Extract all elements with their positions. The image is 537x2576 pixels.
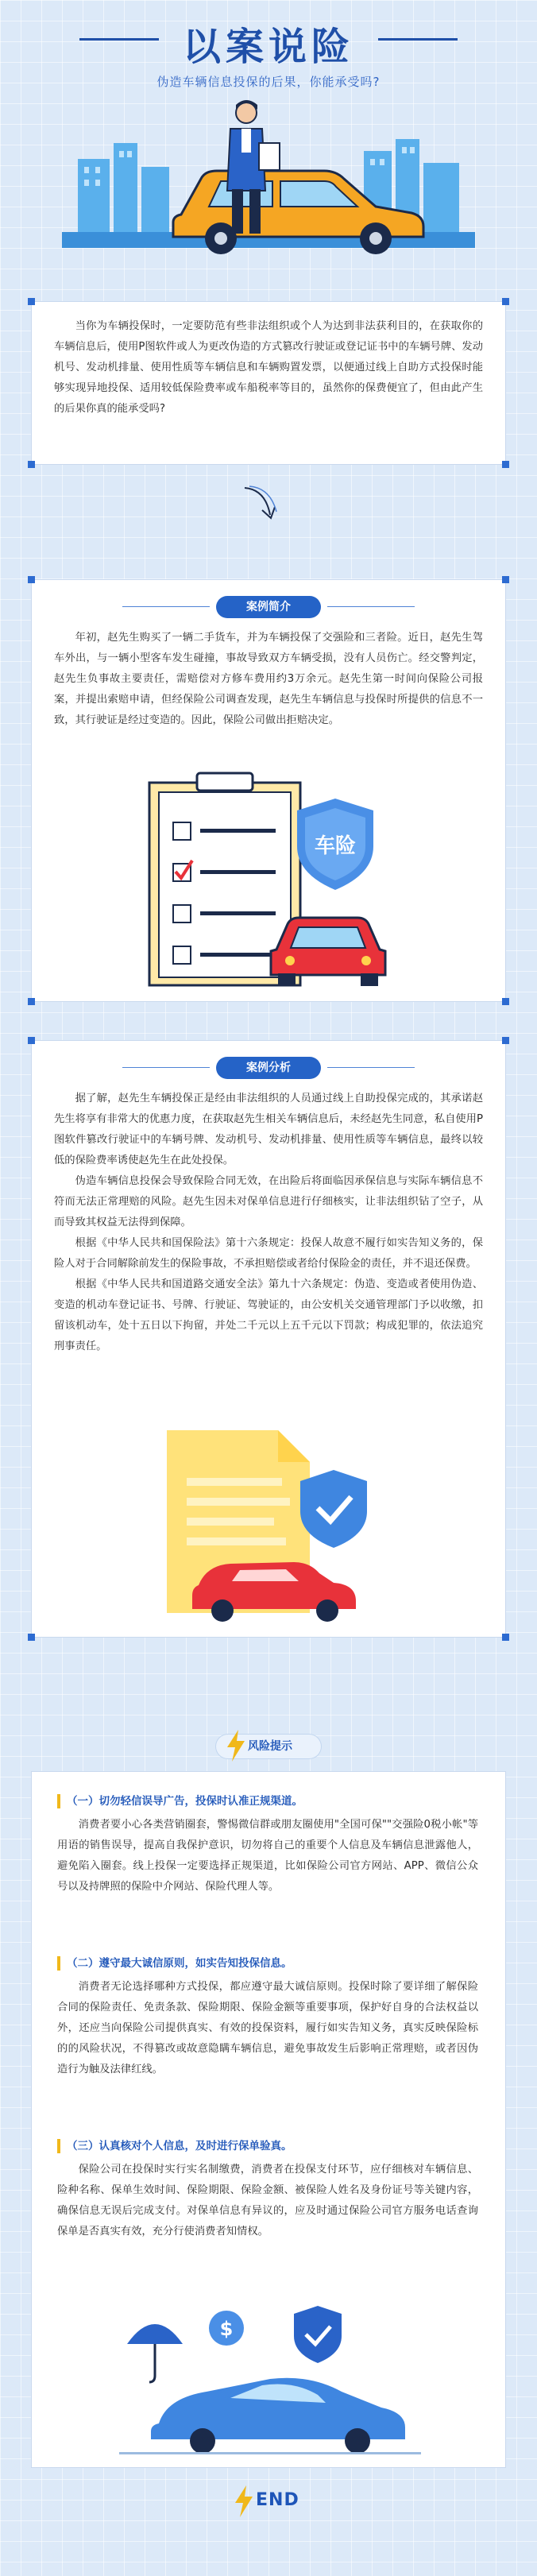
case-analysis-body (54, 1089, 483, 1357)
case-analysis-card (32, 1041, 505, 1637)
shield-check-icon (300, 1470, 367, 1548)
case-intro-text: 年初，赵先生购买了一辆二手货车，并为车辆投保了交强险和三者险。近日，赵先生驾车外出，与一辆小型客车发生碰撞，事故导致双方车辆受损，没有人员伤亡。经交警判定，赵先生负事故主要责任，需赔偿对方修车费用约3万余元。赵先生第一时间向保险公司报案，并提出索赔申请，但经保险公司调查发现，赵先生车辆信息与投保时所提供的信息不一致，其行驶证是经过变造的。因此，保险公司做出拒赔决定。 (54, 632, 483, 726)
arrow-curve-icon (238, 483, 286, 524)
shield-badge-text: 车险 (314, 834, 357, 858)
case-intro-card (32, 580, 505, 1001)
title-right-line (378, 38, 458, 41)
document-illustration (143, 1414, 397, 1625)
risk-item-title: （一）切勿轻信误导广告，投保时认准正规渠道。 (67, 1795, 303, 1808)
risk-tag: 风险提示 (248, 1740, 292, 1753)
risk-item-text: 消费者无论选择哪种方式投保，都应遵守最大诚信原则。投保时除了要详细了解保险合同的保险责任、免责条款、保险期限、保险金额等重要事项，保护好自身的合法权益以外，还应当向保险公司提供真实、有效的投保资料，履行如实告知义务，真实反映保险标的的风险状况，不得篡改或故意隐瞒车辆信息，避免事故发生后影响正常理赔，或者因伪造行为触及法律红线。 (57, 1981, 478, 2075)
intro-card (32, 302, 505, 464)
lightning-icon (224, 1730, 248, 1762)
case-analysis-tag: 案例分析 (216, 1057, 321, 1079)
risk-item-title: （三）认真核对个人信息，及时进行保单验真。 (67, 2140, 292, 2152)
car-icon (271, 918, 385, 986)
risk-tag-box (216, 1735, 321, 1758)
car-insurance-illustration (119, 2296, 421, 2455)
case-analysis-paragraph: 伪造车辆信息投保会导致保险合同无效，在出险后将面临因承保信息与实际车辆信息不符而无法正常理赔的风险。赵先生因未对保单信息进行仔细核实，让非法组织钻了空子，从而导致其权益无法得到保障。 (54, 1175, 483, 1228)
case-analysis-paragraph: 据了解，赵先生车辆投保正是经由非法组织的人员通过线上自助投保完成的，其承诺赵先生将享有非常大的优惠力度，在获取赵先生相关车辆信息后，未经赵先生同意，私自使用P图软件篡改行驶证中的车辆号牌、发动机号、发动机排量、使用性质等车辆信息，最终以较低的保险费率诱使赵先生在此处投保。 (54, 1093, 483, 1166)
corner-brackets-icon (28, 298, 35, 305)
risk-item-text: 保险公司在投保时实行实名制缴费，消费者在投保支付环节，应仔细核对车辆信息、险种名称、保单生效时间、保险期限、保险金额、被保险人姓名及身份证号等关键内容，确保信息无误后完成支付。对保单信息有异议的，应及时通过保险公司官方服务电话查询保单是否真实有效，充分行使消费者知情权。 (57, 2164, 478, 2238)
shield-badge-icon (297, 799, 373, 890)
page-subtitle: 伪造车辆信息投保的后果，你能承受吗? (156, 75, 381, 89)
car-icon (119, 2378, 421, 2454)
intro-text: 当你为车辆投保时，一定要防范有些非法组织或个人为达到非法获利目的，在获取你的车辆信息后，使用P图软件或人为更改伪造的方式篡改行驶证或登记证书中的车辆号牌、发动机号、发动机排量、使用性质等车辆信息和车辆购置发票，以便通过线上自助方式投保时能够实现异地投保、适用较低保险费率或车船税率等目的，虽然你的保费便宜了，但由此产生的后果你真的能承受吗? (54, 320, 483, 415)
page-title: 以案说险 (182, 25, 354, 69)
title-left-line (79, 38, 159, 41)
lightning-icon (232, 2485, 256, 2517)
risk-item-title: （二）遵守最大诚信原则，如实告知投保信息。 (67, 1957, 292, 1970)
dollar-icon (209, 2311, 244, 2346)
end-label: END (256, 2490, 299, 2510)
case-intro-tag: 案例简介 (216, 596, 321, 618)
shield-check-icon (294, 2306, 342, 2363)
svg-text:$: $ (219, 2318, 234, 2340)
risk-card (32, 1772, 505, 2467)
umbrella-icon (127, 2324, 183, 2382)
risk-item-text: 消费者要小心各类营销圈套，警惕微信群或朋友圈使用"全国可保""交强险0税小帐"等用语的销售误导，提高自我保护意识，切勿将自己的重要个人信息及车辆信息泄露他人，避免陷入圈套。线上投保一定要选择正规渠道，比如保险公司官方网站、APP、微信公众号以及持牌照的保险中介网站、保险代理人等。 (57, 1819, 478, 1893)
case-analysis-paragraph: 根据《中华人民共和国道路交通安全法》第九十六条规定：伪造、变造或者使用伪造、变造的机动车登记证书、号牌、行驶证、驾驶证的，由公安机关交通管理部门予以收缴，扣留该机动车，处十五日以下拘留，并处二千元以上五千元以下罚款；构成犯罪的，依法追究刑事责任。 (54, 1278, 483, 1352)
hero-illustration (62, 95, 475, 262)
checklist-illustration (127, 767, 413, 993)
case-analysis-paragraph: 根据《中华人民共和国保险法》第十六条规定：投保人故意不履行如实告知义务的，保险人对于合同解除前发生的保险事故，不承担赔偿或者给付保险金的责任，并不退还保费。 (54, 1237, 483, 1270)
